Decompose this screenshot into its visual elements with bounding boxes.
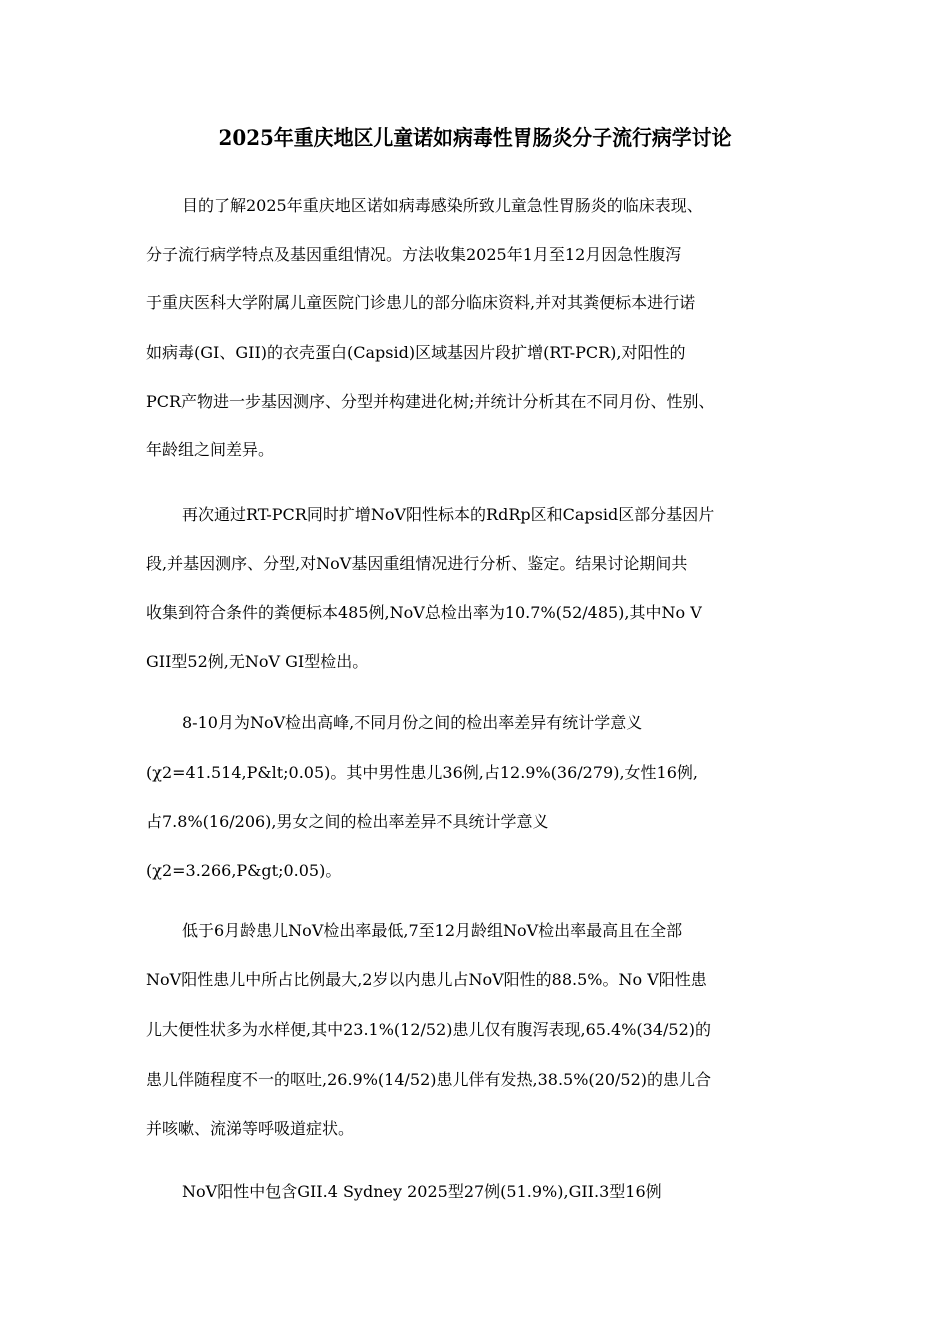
paragraph-3-line-1: 8-10月为NoV检出高峰,不同月份之间的检出率差异有统计学意义	[182, 713, 643, 732]
paragraph-4-line-5: 并咳嗽、流涕等呼吸道症状。	[146, 1119, 355, 1138]
paragraph-4-line-2: NoV阳性患儿中所占比例最大,2岁以内患儿占NoV阳性的88.5%。No V阳性患	[146, 970, 707, 989]
paragraph-4-line-3: 儿大便性状多为水样便,其中23.1%(12/52)患儿仅有腹泻表现,65.4%(34/52)的	[146, 1020, 712, 1039]
paragraph-5-line-1: NoV阳性中包含GII.4 Sydney 2025型27例(51.9%),GII.3型16例	[182, 1182, 662, 1201]
paragraph-3-line-2: (χ2=41.514,P&lt;0.05)。其中男性患儿36例,占12.9%(36/279),女性16例,	[146, 763, 698, 782]
paragraph-2-line-3: 收集到符合条件的粪便标本485例,NoV总检出率为10.7%(52/485),其中No V	[146, 603, 702, 622]
paragraph-1-line-3: 于重庆医科大学附属儿童医院门诊患儿的部分临床资料,并对其粪便标本进行诺	[146, 293, 696, 312]
paragraph-3-line-4: (χ2=3.266,P&gt;0.05)。	[146, 861, 342, 880]
paragraph-4-line-4: 患儿伴随程度不一的呕吐,26.9%(14/52)患儿伴有发热,38.5%(20/52)的患儿合	[146, 1070, 712, 1089]
paragraph-4-line-1: 低于6月龄患儿NoV检出率最低,7至12月龄组NoV检出率最高且在全部	[182, 921, 683, 940]
paragraph-1-line-6: 年龄组之间差异。	[146, 440, 275, 459]
paragraph-2-line-1: 再次通过RT-PCR同时扩增NoV阳性标本的RdRp区和Capsid区部分基因片	[182, 505, 715, 524]
paragraph-1-line-1: 目的了解2025年重庆地区诺如病毒感染所致儿童急性胃肠炎的临床表现、	[182, 196, 703, 215]
paragraph-1-line-4: 如病毒(GI、GII)的衣壳蛋白(Capsid)区域基因片段扩增(RT-PCR),对阳性的	[146, 343, 686, 362]
paragraph-2-line-2: 段,并基因测序、分型,对NoV基因重组情况进行分析、鉴定。结果讨论期间共	[146, 554, 688, 573]
paragraph-3-line-3: 占7.8%(16/206),男女之间的检出率差异不具统计学意义	[146, 812, 549, 831]
paragraph-1-line-5: PCR产物进一步基因测序、分型并构建进化树;并统计分析其在不同月份、性别、	[146, 392, 715, 411]
paragraph-1-line-2: 分子流行病学特点及基因重组情况。方法收集2025年1月至12月因急性腹泻	[146, 245, 682, 264]
paragraph-2-line-4: GII型52例,无NoV GI型检出。	[146, 652, 369, 671]
document-title: 2025年重庆地区儿童诺如病毒性胃肠炎分子流行病学讨论	[218, 125, 732, 150]
